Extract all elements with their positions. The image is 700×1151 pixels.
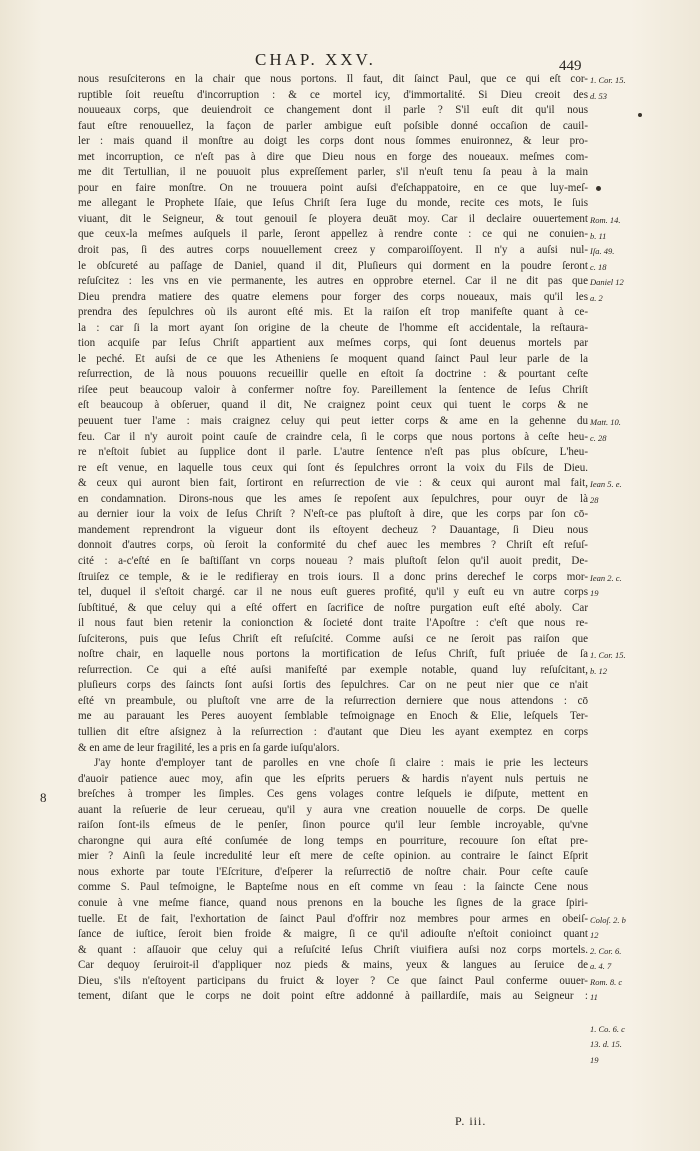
text-line: prendra des ſepulchres où ils auront eſté mis. Et la raiſon eſt trop manifeſte quant à ce- xyxy=(78,306,588,319)
text-line: me dit Tertullian, il ne pouuoit plus expreſſement parler, s'il n'euſt tenu ſa peau à la main xyxy=(78,166,588,179)
margin-note: 28 xyxy=(590,494,599,505)
text-line: pour en faire monſtre. On ne trouuera point auſsi d'eſchappatoire, en ce que luy-meſ- xyxy=(78,181,588,194)
text-line: donnoit d'autres corps, où ſeroit la conformité du chef auec les membres ? Chriſt eſt reſuſ- xyxy=(78,539,588,552)
text-line: tion acquiſe par Ieſus Chriſt appartient aux meſmes corps, qui ſont deuenus mortels par xyxy=(78,337,588,350)
text-line: & quant : aſſauoir que celuy qui a reſuſcité Ieſus Chriſt viuifiera auſsi noz corps mortels. xyxy=(78,943,588,956)
text-line: au dernier iour la voix de Ieſus Chriſt ? N'eſt-ce pas pluſtoſt à dire, que les corps par ſon cō- xyxy=(78,508,588,521)
margin-note: 11 xyxy=(590,992,598,1003)
text-line: cité : a-c'eſté en ſe baſtiſſant vn corps noueau ? mais pluſtoſt ſelon qu'il auoit predit, De- xyxy=(78,554,588,567)
text-line: ſuſciterons, puis que Ieſus Chriſt eſt reſuſcité. Comme auſsi ce ne ſeroit pas raiſon que xyxy=(78,632,588,645)
text-line: droit pas, ſi des autres corps nouuellement creez y comparoiſſoyent. Il n'y a auſsi nul- xyxy=(78,244,588,257)
margin-note: 19 xyxy=(590,1054,599,1065)
ink-spot xyxy=(596,186,601,191)
margin-note: Iean 5. e. xyxy=(590,479,622,490)
text-line: comme S. Paul teſmoigne, le Bapteſme nous en eſt comme vn ſeau : la ſaincte Cene nous xyxy=(78,881,588,894)
margin-note: a. 4. 7 xyxy=(590,961,612,972)
text-line: tullien dit eſtre aſsignez à la reſurrection : d'autant que Dieu les ayant exemptez en corps xyxy=(78,725,588,738)
text-line: la : car ſi la mort ayant ſon origine de la cheute de l'homme eſt accidentale, la reſtaura- xyxy=(78,321,588,334)
text-line: ſance de iuſtice, ſeroit bien froide & maigre, ſi ce qu'il adiouſte n'eſtoit conioinct quant xyxy=(78,928,588,941)
text-line: le peché. Et auſsi de ce que les Atheniens ſe moquent quand ſainct Paul leur parle de la xyxy=(78,352,588,365)
text-line: nouueaux corps, que deuiendroit ce changement dont il parle ? S'il euſt dit qu'il nous xyxy=(78,104,588,117)
text-line: me allegant le Prophete Iſaie, que Ieſus Chriſt ſera Iuge du monde, recite ces mots, Ie ſuis xyxy=(78,197,588,210)
text-line: me au parauant les Peres auoyent ſemblable teſmoignage en Enoch & Elie, leſquels Ter- xyxy=(78,710,588,723)
text-line: tuelle. Et de fait, l'exhortation de ſainct Paul d'offrir noz membres pour armes en obeiſ- xyxy=(78,912,588,925)
text-line: mier ? Ainſi la ſeule incredulité leur eſt mere de ceſte opinion. au contraire le ſainct Eſprit xyxy=(78,850,588,863)
text-line: eſté vn preambule, ou pluſtoſt vne arre de la reſurrection derniere que nous attendons : cō xyxy=(78,694,588,707)
text-line: conuie à vne meſme fiance, quand nous prenons en la bouche les ſignes de la grace ſpiri- xyxy=(78,896,588,909)
text-line: reſuſcitez : les vns en vie permanente, les autres en opprobre eternel. Car il ne dit pas que xyxy=(78,275,588,288)
text-line: auant la reſuerie de leur cerueau, qu'il y aura vne creation nouuelle de corps. De quelle xyxy=(78,803,588,816)
text-line: ſtruiſez ce temple, & ie le redifieray en trois iours. Il a donc prins derechef le corps mor- xyxy=(78,570,588,583)
text-line: reſurrection. Ce qui a eſté auſsi manifeſté par exemple notable, quand luy reſuſcitant, xyxy=(78,663,588,676)
margin-note: Rom. 8. c xyxy=(590,976,623,987)
text-line: peuuent tuer l'ame : mais craignez celuy qui peut ietter corps & ame en la gehenne du xyxy=(78,415,588,428)
text-line: & en ame de leur fragilité, les a pris en ſa garde iuſqu'alors. xyxy=(78,741,340,754)
text-line: nous exhorte par toute l'Eſcriture, d'eſperer la reſurrectiō de noſtre chair. Pour ceſte cauſe xyxy=(78,865,588,878)
margin-note: Iſa. 49. xyxy=(590,246,615,257)
text-line: breſches à tromper les ſimples. Ces gens volages contre leſquels ie diſpute, mettent en xyxy=(78,788,588,801)
text-line: reſurrection, de là nous pouuons recueillir quelle en eſtoit ſa doctrine : & pourtant ceſte xyxy=(78,368,588,381)
page-header xyxy=(0,48,700,72)
margin-note: Matt. 10. xyxy=(590,417,621,428)
margin-note: 1. Cor. 15. xyxy=(590,75,626,85)
paragraph-number: 8 xyxy=(40,790,47,805)
text-line: Dieu prendra matiere des quatre elemens pour forger des corps noueaux, mais qu'il les xyxy=(78,290,588,303)
text-line: faut eſtre renouuellez, la façon de parler ambigue euſt poſsible donné occaſion de cauil- xyxy=(78,119,588,132)
margin-note: d. 53 xyxy=(590,90,607,101)
text-line: J'ay honte d'employer tant de parolles en vne choſe ſi claire : mais ie prie les lecteurs xyxy=(94,757,588,770)
text-line: re eſt venue, en laquelle tous ceux qui ſont és ſepulchres orront la voix du Fils de Dieu. xyxy=(78,461,588,474)
ink-spot xyxy=(638,113,642,117)
text-line: ler : mais quand il monſtre au doigt les corps dont nous ſommes enuironnez, & leur pro- xyxy=(78,135,588,148)
page-number: 449 xyxy=(559,58,582,74)
text-line: Dieu, s'ils n'eſtoyent participans du fruict & loyer ? Ce que ſainct Paul conferme ouuer- xyxy=(78,974,588,987)
margin-note: Iean 2. c. xyxy=(590,572,622,583)
text-line: viuant, dit le Seigneur, & tout genouil ſe ployera deuāt moy. Car il declaire ouuertement xyxy=(78,212,588,225)
margin-note: 1. Co. 6. c xyxy=(590,1023,625,1034)
text-line: pluſieurs corps des ſaincts ſont auſsi ſortis des ſepulchres. Car on ne peut nier que ce n'ait xyxy=(78,679,588,692)
text-line: nous resuſciterons en la chair que nous portons. Il faut, dit ſainct Paul, que ce qui eſt cor- xyxy=(78,73,588,85)
margin-note: c. 18 xyxy=(590,261,607,272)
text-line: ſubſtitué, & que celuy qui a eſté offert en ſacrifice de noſtre purgation euſt eſté aboly. Car xyxy=(78,601,588,614)
text-line: Car dequoy ſeruiroit-il d'appliquer noz pieds & mains, yeux & langues au ſeruice de xyxy=(78,959,588,972)
margin-note: b. 11 xyxy=(590,230,607,241)
running-title: CHAP. XXV. xyxy=(255,50,376,69)
margin-note: a. 2 xyxy=(590,292,603,303)
margin-note: 2. Cor. 6. xyxy=(590,945,622,956)
signature-mark: P. iii. xyxy=(455,1114,487,1128)
text-line: feu. Car il n'y auroit point cauſe de craindre cela, ſi le corps que nous portons à ceſte heu- xyxy=(78,430,588,443)
margin-note: Rom. 14. xyxy=(590,214,621,225)
text-line: & ceux qui auront bien fait, ſortiront en reſurrection de vie : & ceux qui auront mal fait, xyxy=(78,477,588,490)
margin-note: 12 xyxy=(590,930,599,941)
margin-note: 13. d. 15. xyxy=(590,1039,622,1050)
text-line: que ceux-la meſmes auſquels il parle, ſeront appellez à rendre conte : ce qui ne conuien- xyxy=(78,228,588,241)
text-line: d'auoir patience auec moy, afin que les eſprits peruers & hardis n'ayent nuls pertuis ne xyxy=(78,772,588,785)
margin-note: b. 12 xyxy=(590,665,607,676)
text-line: raiſon ſont-ils eſmeus de le penſer, ſinon pource qu'il leur ſemble incroyable, qu'vne xyxy=(78,819,588,832)
text-line: eſt beaucoup à obſeruer, quand il dit, Ne craignez point ceux qui tuent le corps & ne xyxy=(78,399,588,412)
margin-note: c. 28 xyxy=(590,432,607,443)
text-line: charongne qui aura eſté conſumée de long temps en pourriture, recouure ſon eſtat pre- xyxy=(78,834,588,847)
body-text xyxy=(78,72,588,1005)
text-line: met incorruption, ce n'eſt pas à dire que Dieu nous en forge des noueaux. meſmes com- xyxy=(78,150,588,163)
text-line: re n'eſtoit ſubiet au ſupplice dont il parle. L'autre ſentence n'eſt pas plus obſcure, L'heu- xyxy=(78,446,588,459)
margin-note: Coloſ. 2. b xyxy=(590,914,626,925)
text-line: ruptible ſoit reueſtu d'incorruption : & ce mortel icy, d'immortalité. Si Dieu creoit des xyxy=(78,88,588,101)
text-line: mandement reprendront la vigueur dont ils eſtoyent decheuz ? Dauantage, ſi Dieu nous xyxy=(78,523,588,536)
text-line: le obſcureté au paſſage de Daniel, quand il dit, Pluſieurs qui dorment en la poudre ſeront xyxy=(78,259,588,272)
text-line: il nous faut bien retenir la conionction & ſocieté dont traite l'Apoſtre : c'eſt que nous re- xyxy=(78,617,588,630)
margin-note: 19 xyxy=(590,588,599,599)
text-line: noſtre chair, en laquelle nous portons la mortification de Ieſus Chriſt, fuſt priuée de ſa xyxy=(78,648,588,661)
margin-note: 1. Cor. 15. xyxy=(590,650,626,661)
text-line: tel, duquel il s'eſtoit chargé. car il ne nous euſt gueres profité, qu'il y euſt eu vn autre corps xyxy=(78,586,588,599)
margin-note: Daniel 12 xyxy=(590,277,624,288)
text-line: tement, diſant que le corps ne doit point eſtre addonné à paillardiſe, mais au Seigneur : xyxy=(78,990,588,1003)
text-line: riſee peut beaucoup valoir à confermer noſtre foy. Pareillement la ſentence de Ieſus Chriſt xyxy=(78,383,588,396)
text-line: en condamnation. Dirons-nous que les ames ſe repoſent aux ſepulchres, pour ouyr de là xyxy=(78,492,588,505)
